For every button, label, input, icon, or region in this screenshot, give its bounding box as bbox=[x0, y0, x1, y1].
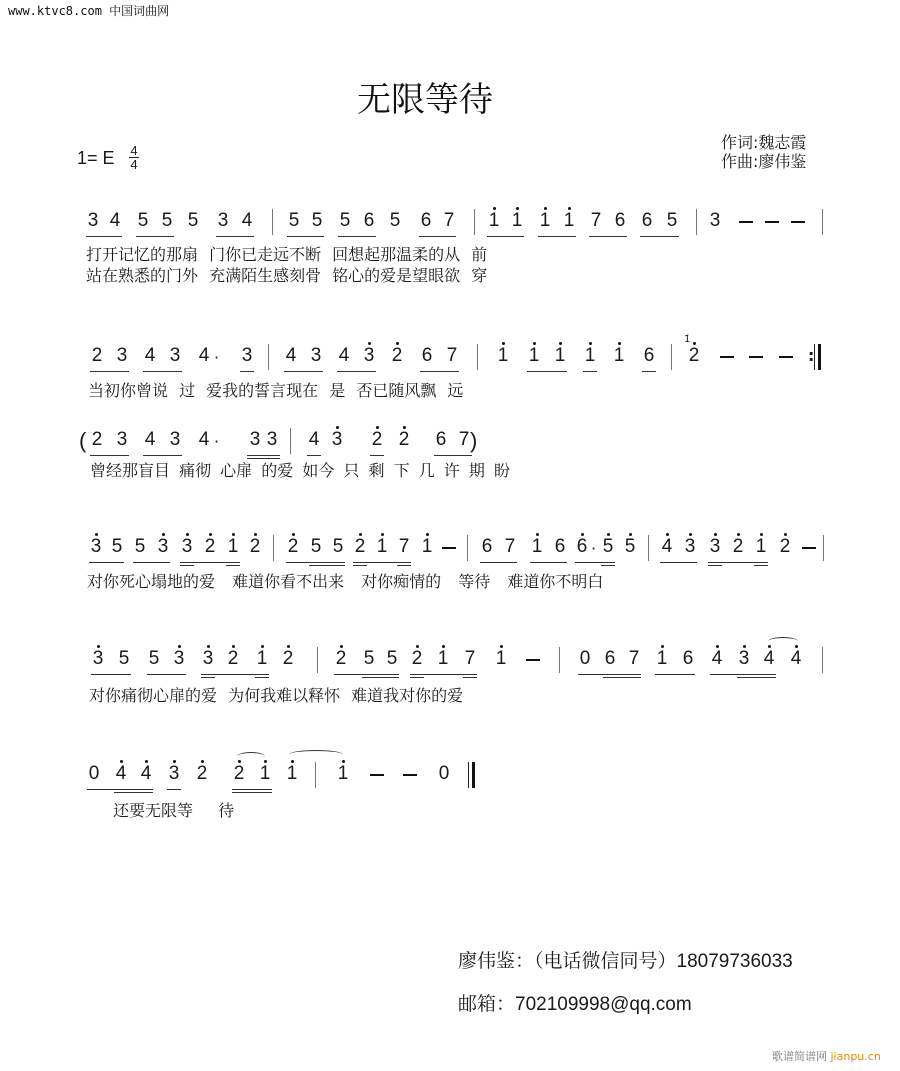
notes: 2 3 4 3 4 · 3 4 3 4 3 2 6 7 1 1 1 1 1 6 1̇ 2 : bbox=[0, 342, 900, 372]
composer: 作曲:廖伟鉴 bbox=[721, 152, 807, 171]
site-header: www.ktvc8.com 中国词曲网 bbox=[8, 4, 170, 18]
notes: 3 5 5 3 3 2 1 2 2 5 5 2 1 7 1 0 6 7 1 6 4 3 4 4 bbox=[0, 645, 900, 675]
lyrics-verse-1: 打开记忆的那扇 门你已走远不断 回想起那温柔的从 前 bbox=[86, 245, 488, 264]
watermark: 歌谱简谱网 jianpu.cn bbox=[772, 1050, 881, 1063]
time-signature: 4 4 bbox=[130, 143, 138, 172]
notes: 3 5 5 3 3 2 1 2 2 5 5 2 1 7 1 6 7 1 6 6 · 5 5 4 3 3 2 1 2 bbox=[0, 533, 900, 563]
lyrics: 曾经那盲目 痛彻 心扉 的爱 如今 只 剩 下 几 许 期 盼 bbox=[90, 461, 510, 480]
notes: 3 4 5 5 5 3 4 5 5 5 6 5 6 7 1 1 1 1 7 6 6 5 3 bbox=[0, 207, 900, 237]
grace-note: 1̇ bbox=[684, 334, 691, 345]
song-title: 无限等待 bbox=[357, 80, 493, 120]
lyrics-verse-2: 站在熟悉的门外 充满陌生感刻骨 铭心的爱是望眼欲 穿 bbox=[86, 266, 488, 285]
lyricist: 作词:魏志霞 bbox=[721, 133, 807, 152]
contact-email: 邮箱：702109998@qq.com bbox=[458, 994, 692, 1015]
contact-phone: 廖伟鉴：（电话微信同号）18079736033 bbox=[458, 951, 793, 972]
lyrics: 当初你曾说 过 爱我的誓言现在 是 否已随风飘 远 bbox=[88, 381, 464, 400]
lyrics: 还要无限等 待 bbox=[113, 801, 235, 820]
key-signature: 1= E bbox=[77, 148, 115, 168]
notes: ( 2 3 4 3 4 · 3 3 4 3 2 2 6 7 ) bbox=[0, 426, 900, 456]
lyrics: 对你死心塌地的爱 难道你看不出来 对你痴情的 等待 难道你不明白 bbox=[87, 572, 604, 591]
credits bbox=[721, 133, 806, 171]
notes: 0 4 4 3 2 2 1 1 1 0 bbox=[0, 760, 900, 790]
lyrics: 对你痛彻心扉的爱 为何我难以释怀 难道我对你的爱 bbox=[89, 686, 464, 705]
